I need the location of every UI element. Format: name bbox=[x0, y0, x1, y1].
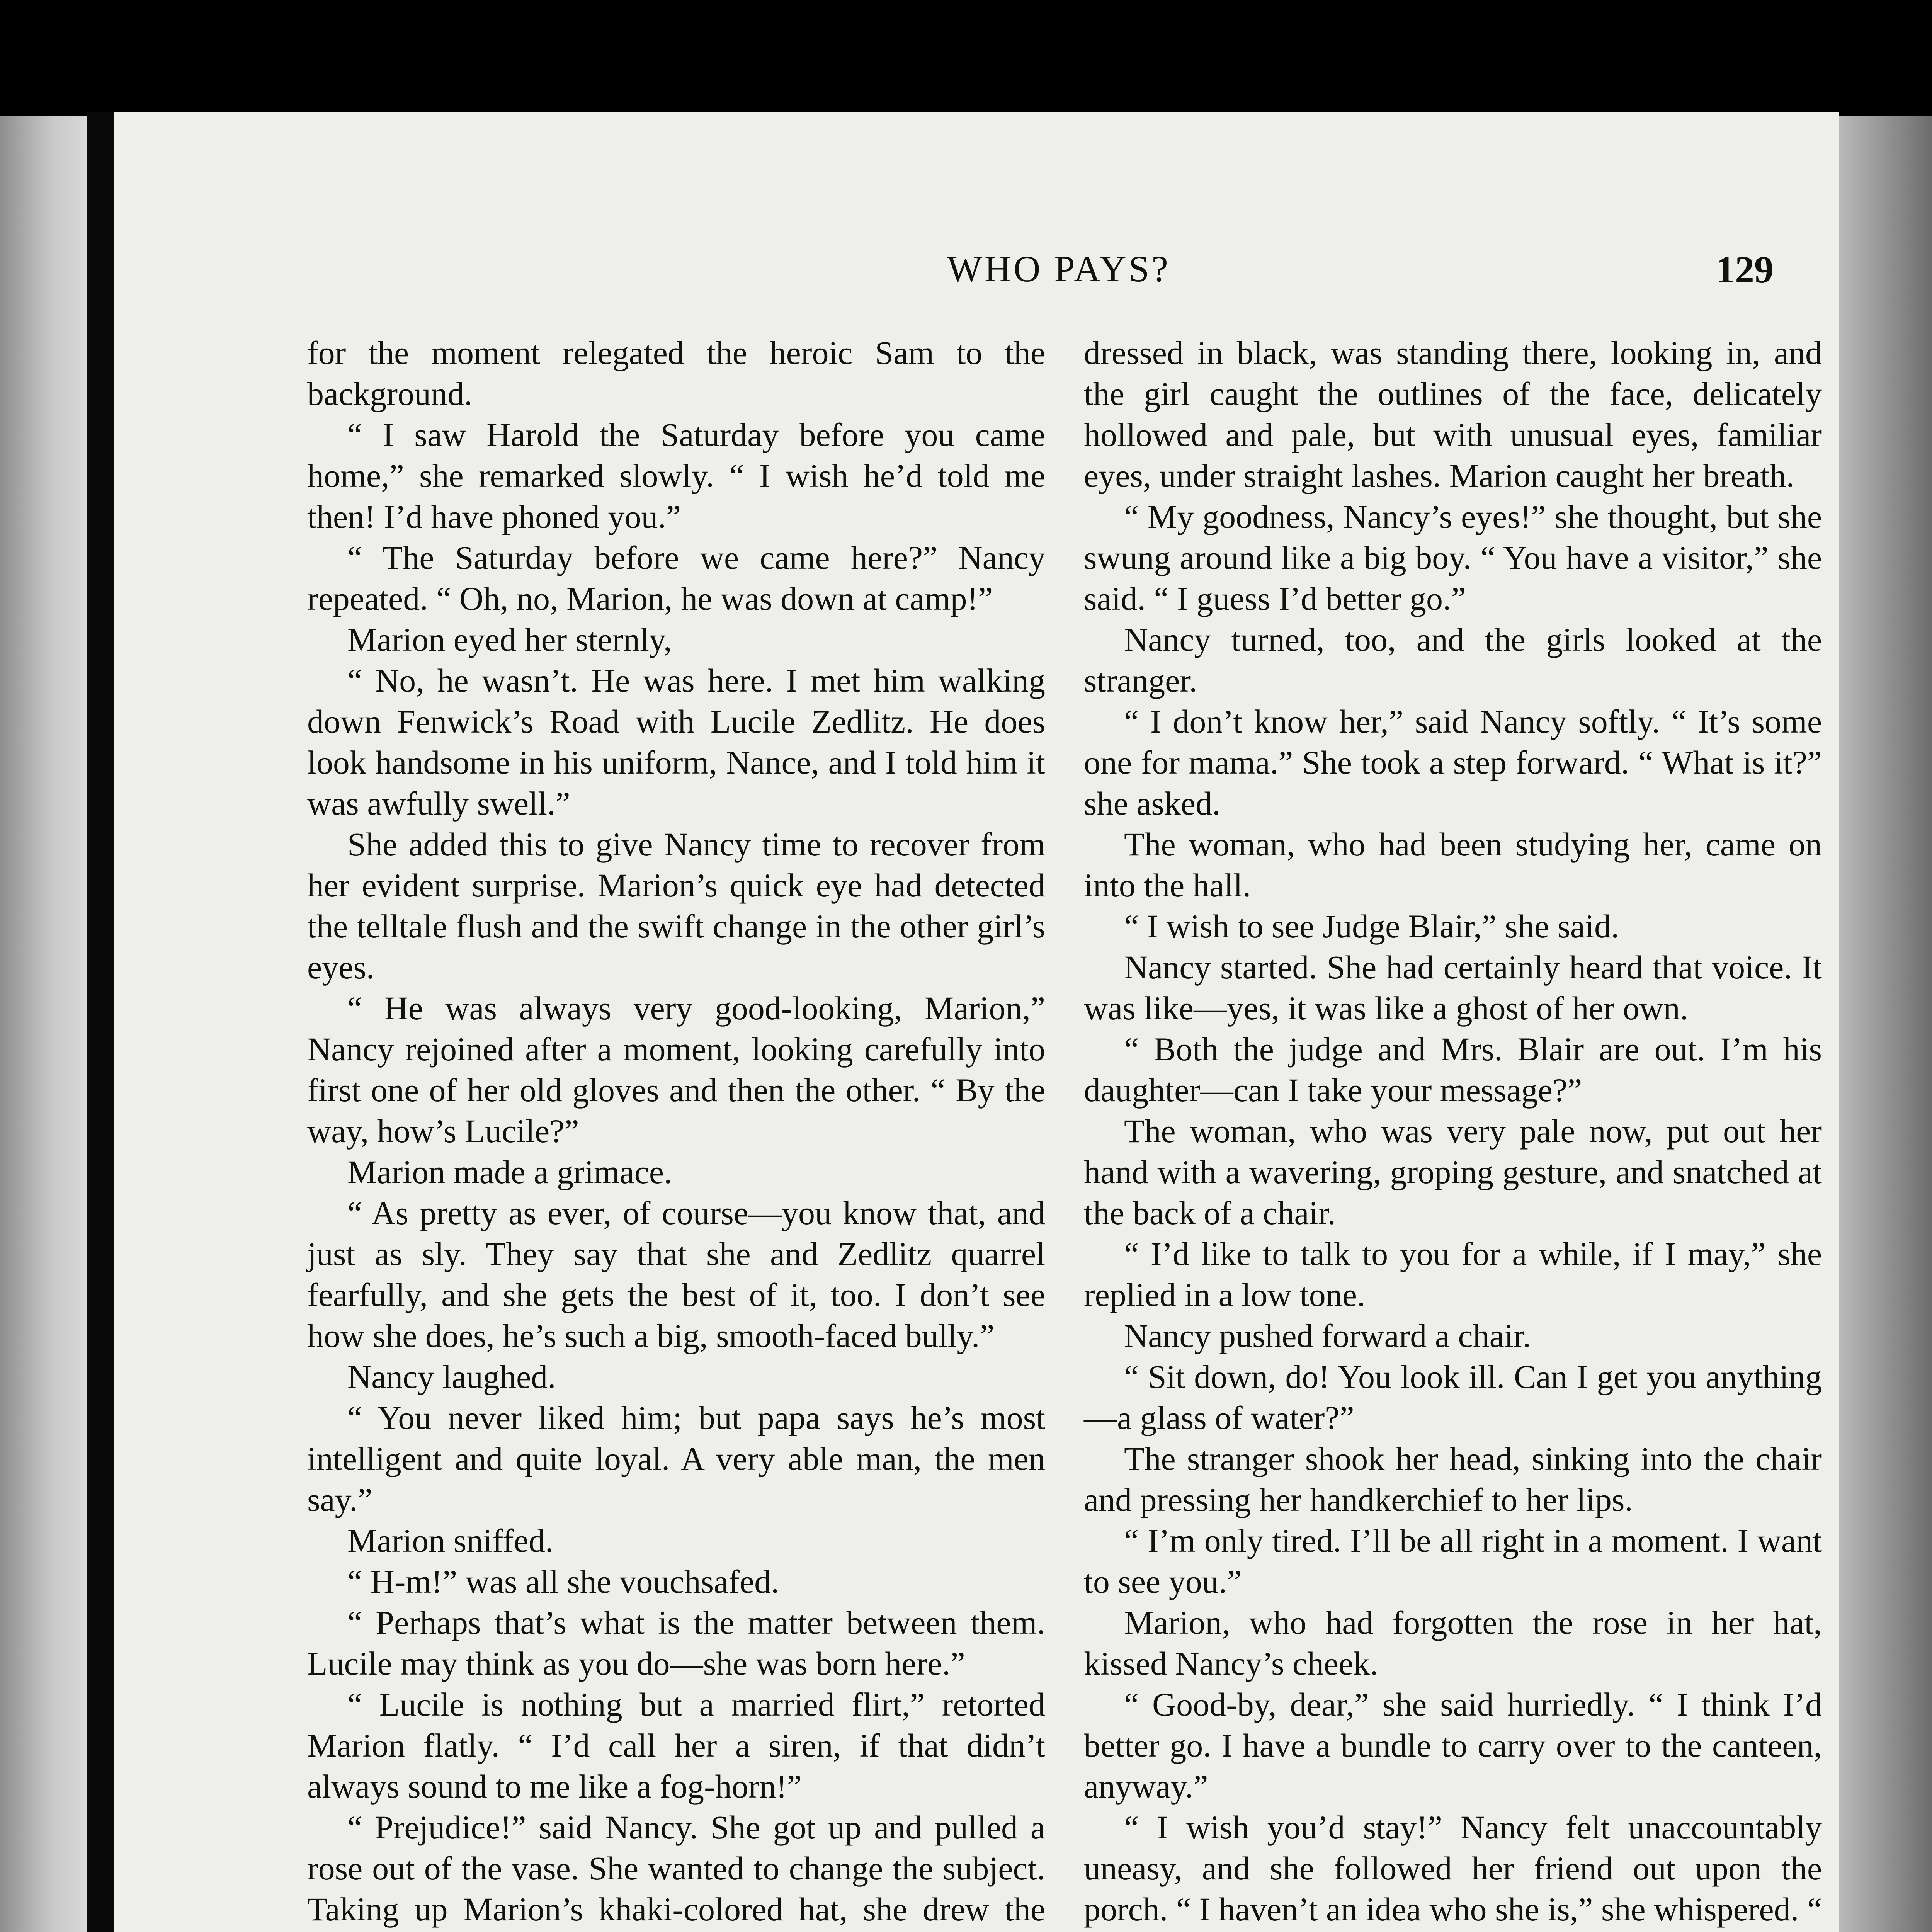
paragraph: “ He was always very good-looking, Marion,” Nancy rejoined after a moment, looking carefully into first one of her old gloves and then the other. “ By the way, how’s Lucile?” bbox=[307, 990, 1045, 1150]
paragraph: “ My goodness, Nancy’s eyes!” she thought, but she swung around like a big boy. “ You have a visitor,” she said. “ I guess I’d better go.” bbox=[1084, 498, 1822, 617]
page-number: 129 bbox=[1716, 248, 1774, 291]
text-column-right bbox=[1084, 332, 1822, 1932]
paragraph: “ You never liked him; but papa says he’s most intelligent and quite loyal. A very able man, the men say.” bbox=[307, 1399, 1045, 1518]
paragraph: “ The Saturday before we came here?” Nancy repeated. “ Oh, no, Marion, he was down at camp!” bbox=[307, 539, 1045, 617]
paragraph: Marion sniffed. bbox=[347, 1522, 554, 1559]
paragraph: Nancy pushed forward a chair. bbox=[1124, 1317, 1531, 1354]
paragraph: Marion, who had forgotten the rose in her hat, kissed Nancy’s cheek. bbox=[1084, 1604, 1822, 1682]
paragraph: “ I wish you’d stay!” Nancy felt unaccountably uneasy, and she followed her friend out upon the porch. “ I haven’t an idea who she is,” she whispered. “ bbox=[1084, 1809, 1822, 1928]
paragraph: for the moment relegated the heroic Sam to the background. bbox=[307, 334, 1045, 412]
paragraph: “ I’d like to talk to you for a while, if I may,” she replied in a low tone. bbox=[1084, 1235, 1822, 1313]
paragraph: “ I’m only tired. I’ll be all right in a moment. I want to see you.” bbox=[1084, 1522, 1822, 1600]
paragraph: The stranger shook her head, sinking into the chair and pressing her handkerchief to her lips. bbox=[1084, 1440, 1822, 1518]
text-column-left bbox=[307, 332, 1045, 1932]
paragraph: “ No, he wasn’t. He was here. I met him walking down Fenwick’s Road with Lucile Zedlitz. He does look handsome in his uniform, Nance, and I told him it was awfully swell.” bbox=[307, 662, 1045, 822]
paragraph: “ As pretty as ever, of course—you know that, and just as sly. They say that she and Zedlitz quarrel fearfully, and she gets the best of it, too. I don’t see how she does, he’s such a big, smooth-faced bully.” bbox=[307, 1194, 1045, 1354]
paragraph: Nancy laughed. bbox=[347, 1358, 556, 1395]
paragraph: “ I saw Harold the Saturday before you came home,” she remarked slowly. “ I wish he’d told me then! I’d have phoned you.” bbox=[307, 416, 1045, 535]
paragraph: “ Both the judge and Mrs. Blair are out. I’m his daughter—can I take your message?” bbox=[1084, 1031, 1822, 1109]
paragraph: dressed in black, was standing there, looking in, and the girl caught the outlines of the face, delicately hollowed and pale, but with unusual eyes, familiar eyes, under straight lashes. Marion caught her breath. bbox=[1084, 334, 1822, 494]
paragraph: Nancy turned, too, and the girls looked at the stranger. bbox=[1084, 621, 1822, 699]
paragraph: “ I wish to see Judge Blair,” she said. bbox=[1124, 908, 1619, 945]
paragraph: She added this to give Nancy time to recover from her evident surprise. Marion’s quick eye had detected the telltale flush and the swift change in the other girl’s eyes. bbox=[307, 826, 1045, 986]
running-head: WHO PAYS? bbox=[947, 248, 1170, 289]
page-edge-shadow bbox=[1839, 116, 1932, 1932]
paragraph: The woman, who was very pale now, put out her hand with a wavering, groping gesture, and snatched at the back of a chair. bbox=[1084, 1112, 1822, 1231]
paragraph: “ Good-by, dear,” she said hurriedly. “ I think I’d better go. I have a bundle to carry over to the canteen, anyway.” bbox=[1084, 1686, 1822, 1805]
paragraph: “ I don’t know her,” said Nancy softly. “ It’s some one for mama.” She took a step forward. “ What is it?” she asked. bbox=[1084, 703, 1822, 822]
paragraph: “ Lucile is nothing but a married flirt,” retorted Marion flatly. “ I’d call her a siren, if that didn’t always sound to me like a fog-horn!” bbox=[307, 1686, 1045, 1805]
paragraph: The woman, who had been studying her, came on into the hall. bbox=[1084, 826, 1822, 904]
paragraph: “ H-m!” was all she vouchsafed. bbox=[347, 1563, 779, 1600]
paragraph: “ Perhaps that’s what is the matter between them. Lucile may think as you do—she was born here.” bbox=[307, 1604, 1045, 1682]
paragraph: Nancy started. She had certainly heard that voice. It was like—yes, it was like a ghost of her own. bbox=[1084, 949, 1822, 1027]
paragraph: “ Sit down, do! You look ill. Can I get you anything—a glass of water?” bbox=[1084, 1358, 1822, 1436]
previous-page-edge bbox=[0, 116, 87, 1932]
paragraph: “ Prejudice!” said Nancy. She got up and pulled a rose out of the vase. She wanted to change the subject. Taking up Marion’s khaki-colored hat, she drew the bbox=[307, 1809, 1045, 1928]
paragraph: Marion eyed her sternly, bbox=[347, 621, 672, 658]
paragraph: Marion made a grimace. bbox=[347, 1153, 672, 1190]
book-spine bbox=[87, 112, 114, 1932]
